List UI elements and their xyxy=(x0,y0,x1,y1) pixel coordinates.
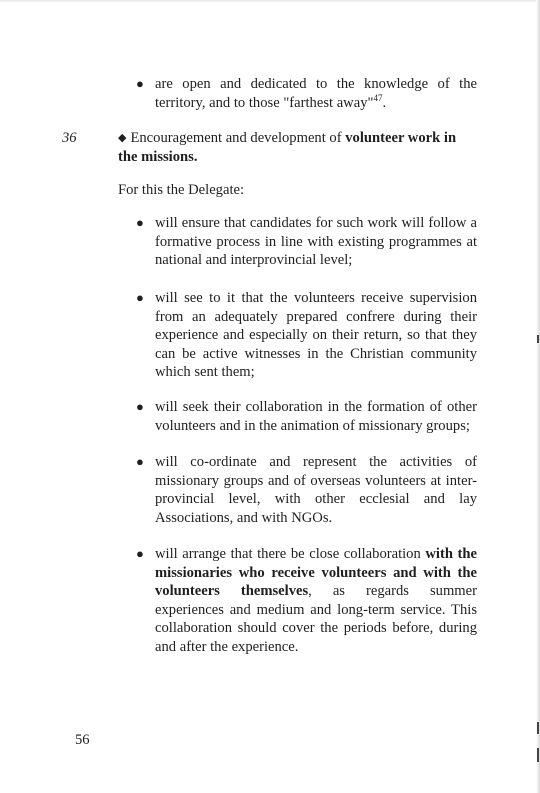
footnote-ref: 47 xyxy=(373,92,383,103)
bullet-icon: ● xyxy=(136,454,144,469)
bullet-icon: ● xyxy=(136,215,144,230)
heading-bold: volunteer work in the missions xyxy=(118,130,457,165)
bullet-icon: ● xyxy=(136,399,144,414)
bullet-icon: ● xyxy=(136,290,144,305)
page-right-edge xyxy=(536,0,540,793)
diamond-bullet-icon: ◆ xyxy=(118,132,127,144)
bullet-icon: ● xyxy=(136,76,144,91)
section-number: 36 xyxy=(62,130,77,146)
list-item-last xyxy=(155,545,477,657)
heading-end: . xyxy=(193,148,198,165)
item-text: are open and dedicated to the knowledge of the territory, and to those "farthest away" xyxy=(155,76,477,111)
list-item-top xyxy=(155,75,477,112)
item-text-bold: with the missionaries who receive volunteers and with the volunteers themselves xyxy=(155,546,477,600)
page-top-edge xyxy=(0,0,540,3)
bullet-icon: ● xyxy=(136,546,144,561)
crop-mark xyxy=(537,335,539,343)
list-item: will ensure that candidates for such work will follow a formative process in line with existing programmes at national and interprovincial level; xyxy=(155,215,477,269)
crop-mark xyxy=(537,722,539,734)
item-text-before: will arrange that there be close collaboration xyxy=(155,546,426,562)
heading-plain: Encouragement and development of xyxy=(130,130,346,146)
item-end: . xyxy=(382,94,387,111)
item-text-after: , as regards summer experiences and medium and long-term service. This collaboration should cover the periods before, during and after the experience. xyxy=(155,583,477,655)
section-heading xyxy=(118,129,477,166)
crop-mark xyxy=(537,748,539,762)
list-item: will co-ordinate and represent the activities of missionary groups and of overseas volunteers at inter-provincial level, with other ecclesial and lay Associations, and with NGOs. xyxy=(155,454,477,526)
list-item: will see to it that the volunteers receive supervision from an adequately prepared confrere during their experience and especially on their return, so that they can be active witnesses in the Christian community which sent them; xyxy=(155,290,477,381)
intro-line: For this the Delegate: xyxy=(118,182,245,198)
page-number: 56 xyxy=(75,732,90,748)
list-item: will seek their collaboration in the formation of other volunteers and in the animation of missionary groups; xyxy=(155,399,477,434)
